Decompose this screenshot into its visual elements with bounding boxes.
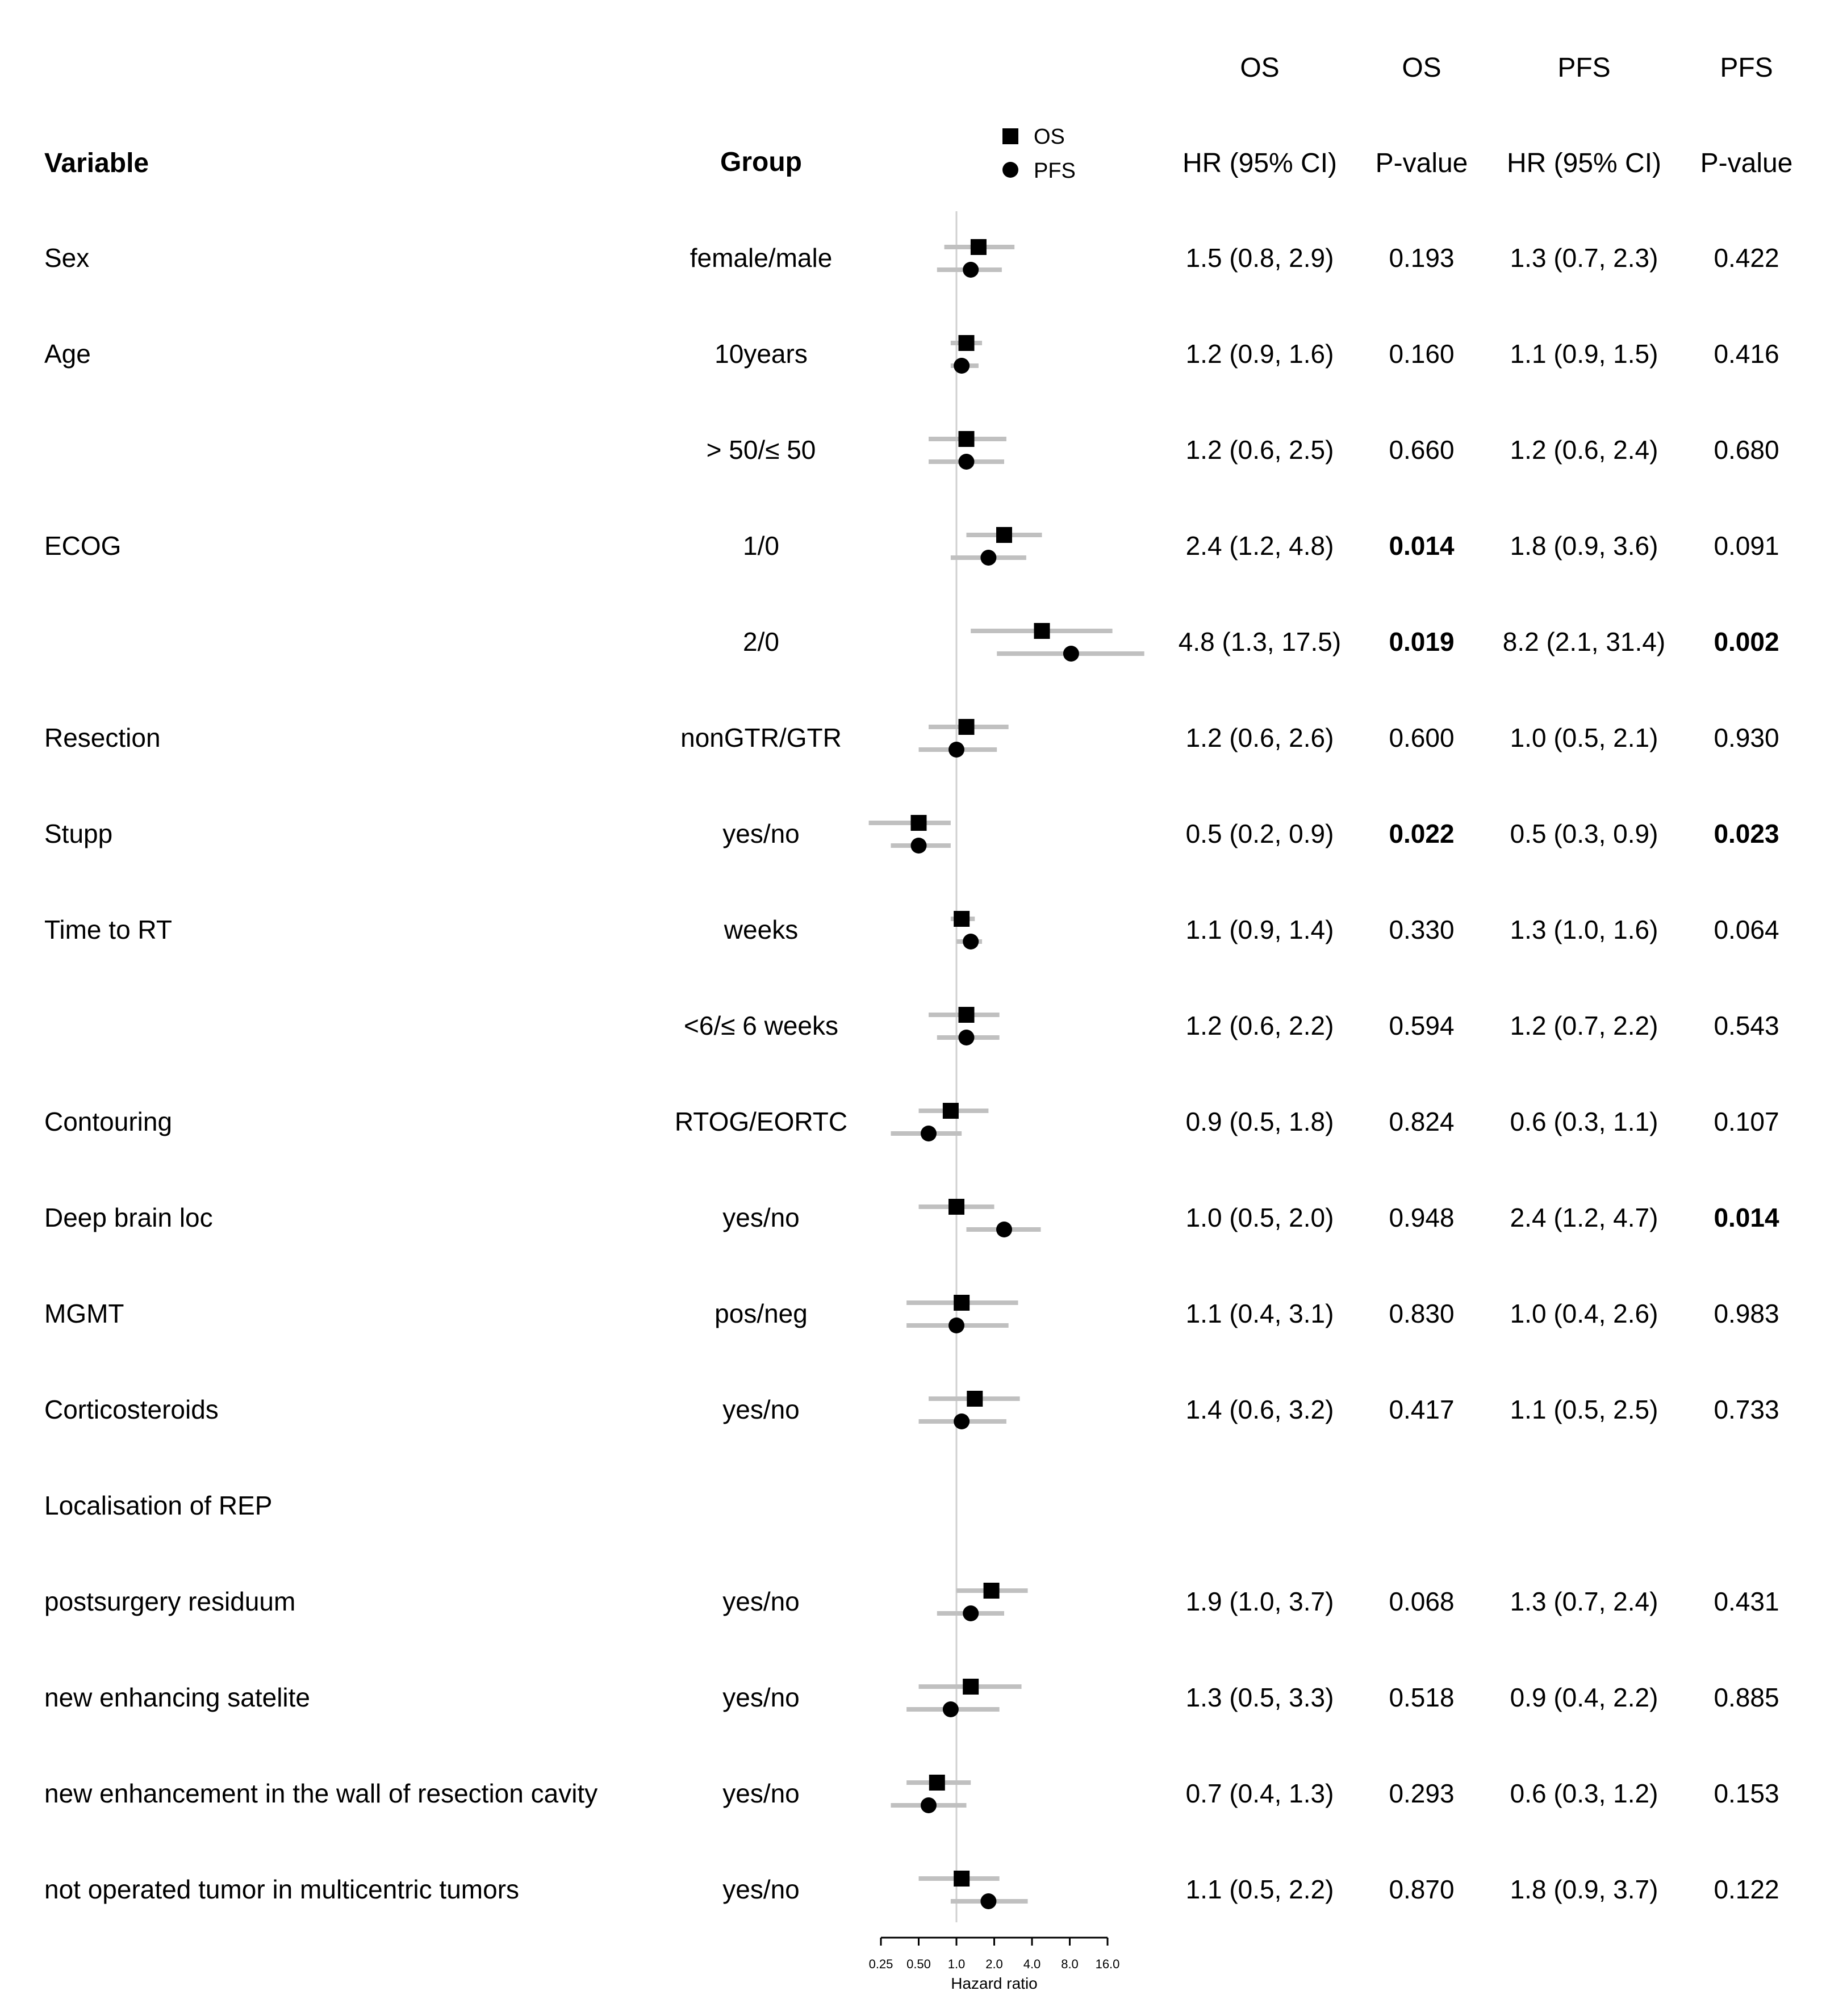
row-pfs-pvalue: 0.733	[1714, 1395, 1779, 1424]
row-pfs-hr: 1.8 (0.9, 3.7)	[1510, 1875, 1658, 1904]
row-pfs-hr: 1.2 (0.7, 2.2)	[1510, 1011, 1658, 1040]
row-pfs-hr: 1.3 (0.7, 2.4)	[1510, 1587, 1658, 1616]
os-point	[958, 1007, 974, 1023]
row-group: yes/no	[722, 1875, 800, 1904]
pfs-point	[963, 934, 979, 950]
row-pfs-hr: 1.8 (0.9, 3.6)	[1510, 531, 1658, 561]
row-pfs-hr: 1.3 (1.0, 1.6)	[1510, 915, 1658, 944]
pfs-point	[980, 550, 996, 566]
os-pvalue-header: P-value	[1375, 148, 1468, 178]
row-group: 2/0	[743, 627, 779, 656]
os-point	[971, 239, 987, 255]
row-pfs-hr: 1.2 (0.6, 2.4)	[1510, 435, 1658, 465]
row-pfs-pvalue: 0.983	[1714, 1299, 1779, 1328]
row-group: yes/no	[722, 819, 800, 848]
row-os-hr: 1.2 (0.9, 1.6)	[1185, 339, 1334, 369]
os-point	[911, 815, 927, 831]
pfs-point	[921, 1126, 937, 1141]
row-os-hr: 1.1 (0.9, 1.4)	[1185, 915, 1334, 944]
os-p-column-title: OS	[1402, 53, 1441, 83]
x-tick-label: 2.0	[985, 1957, 1003, 1971]
row-os-pvalue: 0.830	[1389, 1299, 1455, 1328]
row-variable: Time to RT	[44, 915, 172, 944]
row-pfs-pvalue: 0.023	[1714, 819, 1779, 848]
row-variable: Age	[44, 339, 91, 369]
row-group: yes/no	[722, 1587, 800, 1616]
row-pfs-pvalue: 0.431	[1714, 1587, 1779, 1616]
pfs-point	[958, 1030, 974, 1045]
row-group: nonGTR/GTR	[680, 723, 842, 752]
row-os-pvalue: 0.014	[1389, 531, 1455, 561]
row-variable: ECOG	[44, 531, 122, 561]
row-pfs-hr: 0.6 (0.3, 1.2)	[1510, 1779, 1658, 1808]
pfs-point	[954, 358, 970, 374]
row-pfs-hr: 8.2 (2.1, 31.4)	[1502, 627, 1666, 656]
row-os-pvalue: 0.193	[1389, 243, 1455, 273]
row-os-pvalue: 0.948	[1389, 1203, 1455, 1232]
pfs-point	[954, 1413, 970, 1429]
os-point	[1034, 623, 1050, 639]
x-tick-label: 0.25	[868, 1957, 893, 1971]
os-hr-header: HR (95% CI)	[1182, 148, 1338, 178]
row-variable: Corticosteroids	[44, 1395, 219, 1424]
x-tick-label: 1.0	[947, 1957, 966, 1971]
row-os-pvalue: 0.019	[1389, 627, 1455, 656]
os-point	[958, 431, 974, 447]
row-os-hr: 1.5 (0.8, 2.9)	[1185, 243, 1334, 273]
row-os-pvalue: 0.330	[1389, 915, 1455, 944]
row-pfs-hr: 1.3 (0.7, 2.3)	[1510, 243, 1658, 273]
row-os-hr: 1.0 (0.5, 2.0)	[1185, 1203, 1334, 1232]
row-variable: Sex	[44, 243, 90, 273]
row-pfs-pvalue: 0.930	[1714, 723, 1779, 752]
x-tick-label: 16.0	[1095, 1957, 1120, 1971]
row-pfs-pvalue: 0.543	[1714, 1011, 1779, 1040]
row-group: yes/no	[722, 1395, 800, 1424]
row-variable: Deep brain loc	[44, 1203, 213, 1232]
row-group: female/male	[690, 243, 833, 273]
row-os-hr: 1.9 (1.0, 3.7)	[1185, 1587, 1334, 1616]
row-pfs-pvalue: 0.107	[1714, 1107, 1779, 1136]
row-pfs-pvalue: 0.122	[1714, 1875, 1779, 1904]
pfs-pvalue-header: P-value	[1700, 148, 1793, 178]
row-os-hr: 1.1 (0.5, 2.2)	[1185, 1875, 1334, 1904]
x-tick-label: 4.0	[1023, 1957, 1041, 1971]
row-pfs-pvalue: 0.885	[1714, 1683, 1779, 1712]
row-os-pvalue: 0.824	[1389, 1107, 1455, 1136]
legend-os-label: OS	[1034, 125, 1065, 149]
row-os-pvalue: 0.870	[1389, 1875, 1455, 1904]
os-point	[943, 1103, 959, 1119]
pfs-point	[948, 1317, 964, 1333]
row-pfs-pvalue: 0.014	[1714, 1203, 1779, 1232]
row-variable: Contouring	[44, 1107, 173, 1136]
row-pfs-hr: 1.0 (0.5, 2.1)	[1510, 723, 1658, 752]
row-variable: new enhancement in the wall of resection cavity	[44, 1779, 598, 1808]
os-point	[984, 1583, 1000, 1599]
os-point	[948, 1199, 964, 1215]
row-group: 1/0	[743, 531, 779, 561]
os-point	[996, 527, 1012, 543]
row-group: pos/neg	[714, 1299, 808, 1328]
row-group: > 50/≤ 50	[706, 435, 816, 465]
row-os-pvalue: 0.160	[1389, 339, 1455, 369]
pfs-point	[963, 1605, 979, 1621]
row-os-pvalue: 0.660	[1389, 435, 1455, 465]
row-os-hr: 0.9 (0.5, 1.8)	[1185, 1107, 1334, 1136]
row-group: yes/no	[722, 1683, 800, 1712]
row-os-pvalue: 0.068	[1389, 1587, 1455, 1616]
row-group: yes/no	[722, 1203, 800, 1232]
x-axis-label: Hazard ratio	[951, 1975, 1038, 1992]
row-pfs-hr: 0.6 (0.3, 1.1)	[1510, 1107, 1658, 1136]
variable-header: Variable	[44, 148, 149, 178]
row-group: 10years	[714, 339, 808, 369]
row-pfs-hr: 1.1 (0.5, 2.5)	[1510, 1395, 1658, 1424]
os-point	[954, 911, 970, 927]
pfs-point	[943, 1701, 959, 1717]
pfs-p-column-title: PFS	[1720, 53, 1773, 83]
os-point	[963, 1679, 979, 1695]
row-pfs-pvalue: 0.416	[1714, 339, 1779, 369]
row-group: <6/≤ 6 weeks	[683, 1011, 839, 1040]
row-pfs-pvalue: 0.680	[1714, 435, 1779, 465]
os-point	[967, 1391, 983, 1407]
x-tick-label: 8.0	[1061, 1957, 1079, 1971]
pfs-hr-header: HR (95% CI)	[1506, 148, 1662, 178]
row-variable: MGMT	[44, 1299, 124, 1328]
legend-pfs-label: PFS	[1034, 159, 1076, 183]
row-group: yes/no	[722, 1779, 800, 1808]
row-pfs-hr: 0.9 (0.4, 2.2)	[1510, 1683, 1658, 1712]
row-variable: postsurgery residuum	[44, 1587, 296, 1616]
row-pfs-hr: 1.1 (0.9, 1.5)	[1510, 339, 1658, 369]
os-point	[958, 719, 974, 735]
os-point	[954, 1295, 970, 1311]
row-pfs-hr: 1.0 (0.4, 2.6)	[1510, 1299, 1658, 1328]
row-variable: Resection	[44, 723, 161, 752]
row-pfs-pvalue: 0.002	[1714, 627, 1779, 656]
pfs-point	[1063, 646, 1079, 662]
row-os-hr: 1.1 (0.4, 3.1)	[1185, 1299, 1334, 1328]
row-pfs-hr: 0.5 (0.3, 0.9)	[1510, 819, 1658, 848]
row-os-pvalue: 0.600	[1389, 723, 1455, 752]
os-point	[958, 335, 974, 351]
group-header: Group	[720, 147, 802, 177]
pfs-point	[948, 742, 964, 758]
pfs-point	[921, 1797, 937, 1813]
os-column-title: OS	[1240, 53, 1280, 83]
pfs-point	[958, 454, 974, 470]
row-variable: Localisation of REP	[44, 1491, 273, 1520]
row-pfs-pvalue: 0.422	[1714, 243, 1779, 273]
row-variable: not operated tumor in multicentric tumors	[44, 1875, 520, 1904]
row-pfs-pvalue: 0.153	[1714, 1779, 1779, 1808]
row-os-pvalue: 0.594	[1389, 1011, 1455, 1040]
row-os-hr: 1.2 (0.6, 2.5)	[1185, 435, 1334, 465]
x-tick-label: 0.50	[906, 1957, 931, 1971]
row-os-hr: 0.5 (0.2, 0.9)	[1185, 819, 1334, 848]
row-pfs-pvalue: 0.064	[1714, 915, 1779, 944]
os-point	[954, 1871, 970, 1887]
row-variable: new enhancing satelite	[44, 1683, 310, 1712]
row-os-pvalue: 0.417	[1389, 1395, 1455, 1424]
pfs-point	[996, 1222, 1012, 1237]
row-os-hr: 1.2 (0.6, 2.2)	[1185, 1011, 1334, 1040]
row-os-hr: 4.8 (1.3, 17.5)	[1178, 627, 1342, 656]
pfs-point	[911, 838, 927, 854]
row-os-hr: 1.3 (0.5, 3.3)	[1185, 1683, 1334, 1712]
row-os-hr: 0.7 (0.4, 1.3)	[1185, 1779, 1334, 1808]
row-pfs-pvalue: 0.091	[1714, 531, 1779, 561]
row-variable: Stupp	[44, 819, 113, 848]
row-os-hr: 2.4 (1.2, 4.8)	[1185, 531, 1334, 561]
pfs-point	[963, 262, 979, 278]
row-group: RTOG/EORTC	[674, 1107, 848, 1136]
row-pfs-hr: 2.4 (1.2, 4.7)	[1510, 1203, 1658, 1232]
row-os-pvalue: 0.518	[1389, 1683, 1455, 1712]
os-point	[929, 1775, 945, 1791]
pfs-column-title: PFS	[1557, 53, 1611, 83]
pfs-point	[980, 1893, 996, 1909]
row-os-pvalue: 0.293	[1389, 1779, 1455, 1808]
row-group: weeks	[724, 915, 799, 944]
row-os-pvalue: 0.022	[1389, 819, 1455, 848]
row-os-hr: 1.2 (0.6, 2.6)	[1185, 723, 1334, 752]
row-os-hr: 1.4 (0.6, 3.2)	[1185, 1395, 1334, 1424]
